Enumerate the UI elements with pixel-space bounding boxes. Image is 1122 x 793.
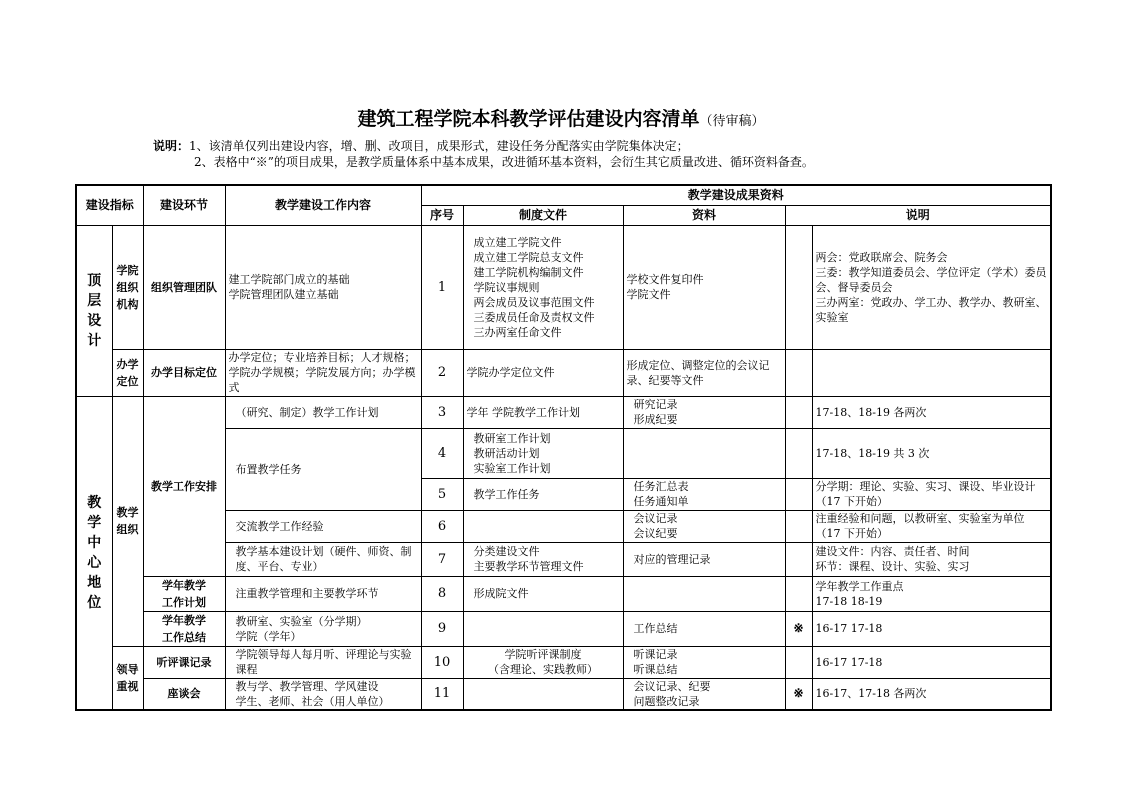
cell-seq: 3	[421, 396, 463, 428]
group-teaching-center: 教 学 中 心 地 位	[76, 396, 112, 710]
cell-explain	[812, 349, 1051, 396]
cell-system: 教研室工作计划 教研活动计划 实验室工作计划	[463, 428, 623, 478]
table-row	[76, 678, 1051, 710]
table-row	[76, 576, 1051, 611]
cell-explain: 建设文件：内容、责任者、时间 环节：课程、设计、实验、实习	[812, 542, 1051, 576]
table-row	[76, 611, 1051, 646]
header-materials: 资料	[623, 205, 785, 225]
note-label: 说明：	[153, 139, 190, 153]
stage-arrange: 教学工作安排	[143, 396, 225, 576]
cell-explain: 17-18、18-19 共 3 次	[812, 428, 1051, 478]
cell-mark	[785, 396, 812, 428]
cell-seq: 11	[421, 678, 463, 710]
header-results: 教学建设成果资料	[421, 185, 1051, 205]
cell-materials: 会议记录、纪要 问题整改记录	[623, 678, 785, 710]
cell-mark	[785, 225, 812, 349]
cell-seq: 4	[421, 428, 463, 478]
cell-content: 布置教学任务	[225, 428, 421, 510]
cell-explain: 16-17 17-18	[812, 646, 1051, 678]
stage-goal: 办学目标定位	[143, 349, 225, 396]
cell-system: 形成院文件	[463, 576, 623, 611]
cell-mark	[785, 646, 812, 678]
cell-seq: 9	[421, 611, 463, 646]
header-system: 制度文件	[463, 205, 623, 225]
cell-explain: 注重经验和问题，以教研室、实验室为单位（17 下开始）	[812, 510, 1051, 542]
cell-materials: 工作总结	[623, 611, 785, 646]
cell-seq: 7	[421, 542, 463, 576]
cell-explain: 17-18、18-19 各两次	[812, 396, 1051, 428]
construction-table	[75, 184, 1052, 711]
stage-meeting: 座谈会	[143, 678, 225, 710]
group-top-design: 顶 层 设 计	[76, 225, 112, 396]
title-suffix: （待审稿）	[699, 114, 765, 129]
cell-materials: 学校文件复印件 学院文件	[623, 225, 785, 349]
cell-mark: ※	[785, 611, 812, 646]
header-seq: 序号	[421, 205, 463, 225]
cell-materials	[623, 576, 785, 611]
cell-content: 注重教学管理和主要教学环节	[225, 576, 421, 611]
sub-position: 办学 定位	[112, 349, 143, 396]
table-row	[76, 349, 1051, 396]
cell-seq: 5	[421, 478, 463, 510]
cell-content: 建工学院部门成立的基础 学院管理团队建立基础	[225, 225, 421, 349]
cell-mark	[785, 349, 812, 396]
cell-system	[463, 611, 623, 646]
cell-system: 成立建工学院文件 成立建工学院总支文件 建工学院机构编制文件 学院议事规则 两会成员及议事范围文件 三委成员任命及责权文件 三办两室任命文件	[463, 225, 623, 349]
cell-materials: 形成定位、调整定位的会议记录、纪要等文件	[623, 349, 785, 396]
cell-mark	[785, 428, 812, 478]
header-content: 教学建设工作内容	[225, 185, 421, 225]
cell-seq: 6	[421, 510, 463, 542]
stage-org-team: 组织管理团队	[143, 225, 225, 349]
cell-system: 教学工作任务	[463, 478, 623, 510]
sub-org: 学院 组织 机构	[112, 225, 143, 349]
cell-materials: 研究记录 形成纪要	[623, 396, 785, 428]
cell-materials: 会议记录 会议纪要	[623, 510, 785, 542]
stage-plan: 学年教学 工作计划	[143, 576, 225, 611]
stage-review: 听评课记录	[143, 646, 225, 678]
cell-mark	[785, 478, 812, 510]
cell-content: 教与学、教学管理、学风建设 学生、老师、社会（用人单位）	[225, 678, 421, 710]
cell-content: 教学基本建设计划（硬件、师资、制度、平台、专业）	[225, 542, 421, 576]
cell-content: 教研室、实验室（分学期） 学院（学年）	[225, 611, 421, 646]
cell-system: 学院听评课制度 （含理论、实践教师）	[463, 646, 623, 678]
cell-mark: ※	[785, 678, 812, 710]
cell-materials: 听课记录 听课总结	[623, 646, 785, 678]
cell-mark	[785, 576, 812, 611]
cell-system: 分类建设文件 主要教学环节管理文件	[463, 542, 623, 576]
table-row	[76, 396, 1051, 428]
cell-system	[463, 678, 623, 710]
table-row	[76, 646, 1051, 678]
note-line-1: 说明：1、该清单仅列出建设内容，增、删、改项目，成果形式，建设任务分配落实由学院集体决定；	[153, 139, 689, 153]
title-main: 建筑工程学院本科教学评估建设内容清单	[357, 108, 700, 130]
cell-content: 学院领导每人每月听、评理论与实验课程	[225, 646, 421, 678]
cell-explain: 分学期：理论、实验、实习、课设、毕业设计（17 下开始）	[812, 478, 1051, 510]
cell-system: 学院办学定位文件	[463, 349, 623, 396]
cell-materials: 对应的管理记录	[623, 542, 785, 576]
cell-mark	[785, 542, 812, 576]
page-title	[0, 104, 1122, 131]
cell-system	[463, 510, 623, 542]
note-line-2: 2、表格中“※”的项目成果，是教学质量体系中基本成果，改进循环基本资料，会衍生其它质量改进、循环资料备查。	[194, 155, 814, 169]
cell-system: 学年 学院教学工作计划	[463, 396, 623, 428]
cell-explain: 两会：党政联席会、院务会 三委：教学知道委员会、学位评定（学术）委员会、督导委员会 三办两室：党政办、学工办、教学办、教研室、实验室	[812, 225, 1051, 349]
cell-explain: 16-17、17-18 各两次	[812, 678, 1051, 710]
cell-explain: 16-17 17-18	[812, 611, 1051, 646]
cell-materials	[623, 428, 785, 478]
cell-content: 办学定位；专业培养目标；人才规格；学院办学规模；学院发展方向；办学模式	[225, 349, 421, 396]
cell-seq: 8	[421, 576, 463, 611]
table-row	[76, 225, 1051, 349]
cell-content: 交流教学工作经验	[225, 510, 421, 542]
sub-teach: 教学 组织	[112, 396, 143, 646]
header-stage: 建设环节	[143, 185, 225, 225]
cell-mark	[785, 510, 812, 542]
header-explain: 说明	[785, 205, 1051, 225]
stage-summary: 学年教学 工作总结	[143, 611, 225, 646]
cell-content: （研究、制定）教学工作计划	[225, 396, 421, 428]
sub-lead: 领导 重视	[112, 646, 143, 710]
cell-seq: 1	[421, 225, 463, 349]
header-indicator: 建设指标	[76, 185, 143, 225]
cell-seq: 10	[421, 646, 463, 678]
cell-seq: 2	[421, 349, 463, 396]
cell-explain: 学年教学工作重点 17-18 18-19	[812, 576, 1051, 611]
cell-materials: 任务汇总表 任务通知单	[623, 478, 785, 510]
